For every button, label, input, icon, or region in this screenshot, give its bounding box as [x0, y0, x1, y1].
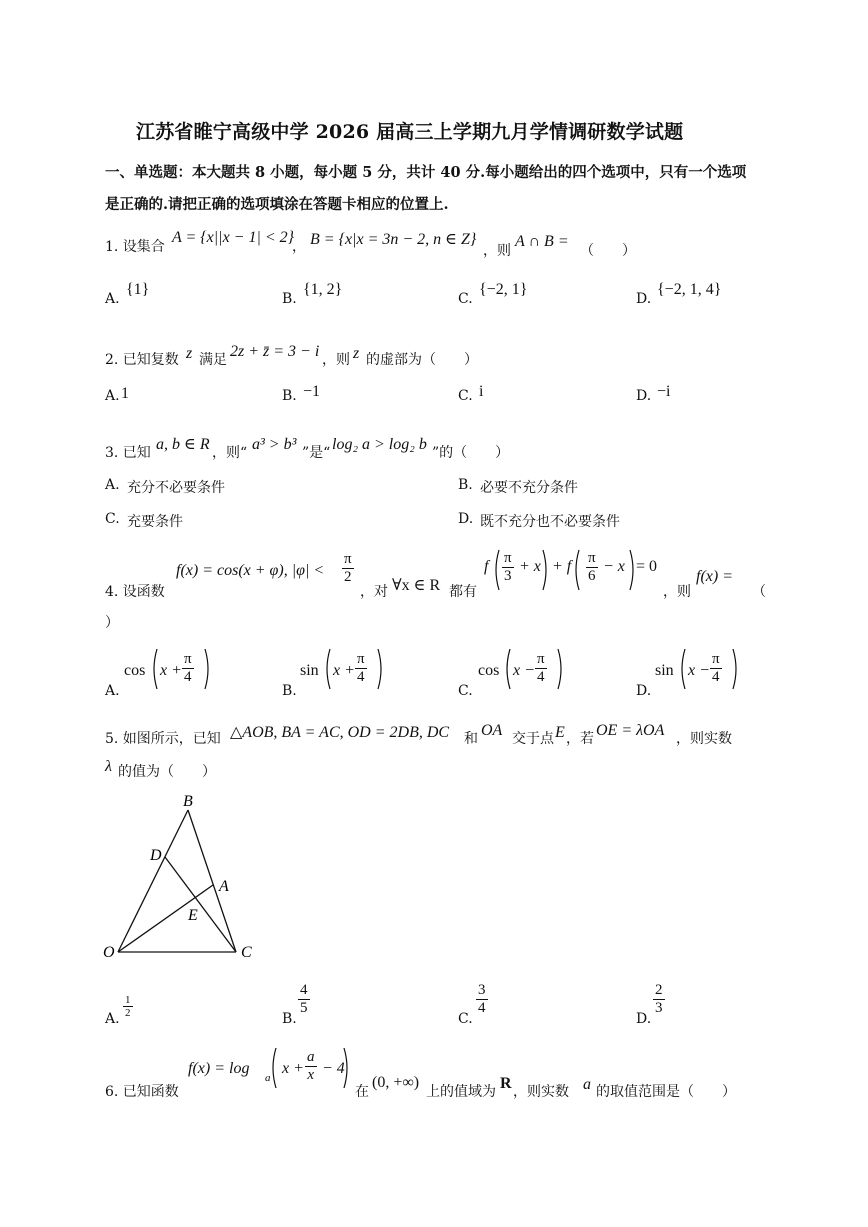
q4-option-d-fn: sin	[655, 662, 674, 679]
q5-then: ，则实数	[676, 731, 732, 747]
q4-pi-over-6	[586, 550, 598, 585]
q4-two: 2	[344, 569, 352, 585]
segment-ob	[118, 810, 188, 952]
q3-option-a-letter: A.	[105, 477, 120, 493]
q2-then: ，则	[322, 352, 350, 368]
q1-prefix: 1. 设集合	[105, 239, 165, 255]
q2-option-c: i	[479, 383, 484, 400]
q1-option-b-letter: B.	[282, 291, 297, 307]
q4-pi-6-num: π	[588, 550, 596, 566]
q6-interval: (0, +∞)	[372, 1074, 420, 1091]
q4-option-b-num: π	[357, 651, 365, 667]
q5-e: E	[555, 724, 565, 741]
q2-option-c-letter: C.	[458, 388, 473, 404]
q4-option-c-den: 4	[537, 669, 545, 685]
q4-eq-zero: = 0	[636, 558, 658, 575]
q2-prefix: 2. 已知复数	[105, 352, 179, 368]
q4-forall: ，对	[360, 584, 388, 600]
q3-q: log₂ a > log₂ b	[332, 436, 427, 453]
label-e: E	[188, 907, 198, 924]
q3-option-b-letter: B.	[458, 477, 473, 493]
label-d: D	[150, 847, 162, 864]
q4-option-b-den: 4	[357, 669, 365, 685]
q4-pi-over-2	[342, 551, 354, 586]
q4-option-d-arg: x −	[688, 662, 710, 679]
q6-on: 在	[355, 1084, 369, 1100]
q6-R: R	[500, 1075, 512, 1092]
segment-oa	[118, 885, 213, 952]
q5-tail: 的值为（ ）	[118, 764, 216, 780]
q4-f1: f	[484, 558, 489, 575]
q2-z2: z	[353, 345, 360, 362]
q4-option-a-fn: cos	[124, 662, 146, 679]
q1-option-d: {−2, 1, 4}	[657, 281, 722, 298]
q2-option-b-letter: B.	[282, 388, 297, 404]
q1-set-b: B = {x|x = 3n − 2, n ∈ Z}	[310, 231, 477, 248]
q6-a-var: a	[583, 1076, 591, 1093]
q4-option-a-arg: x +	[160, 662, 182, 679]
q1-set-a: A = {x||x − 1| < 2}	[172, 229, 295, 246]
q6-function: f(x) = log	[188, 1060, 250, 1077]
q4-plus-x: + x	[519, 558, 541, 575]
q1-expr: A ∩ B =	[515, 233, 569, 250]
q3-option-c: 充要条件	[127, 514, 183, 530]
q4-f2: + f	[552, 558, 572, 575]
q3-option-a: 充分不必要条件	[127, 480, 225, 496]
q4-option-parens	[0, 645, 868, 695]
label-b: B	[183, 793, 193, 810]
q4-minus-x: − x	[603, 558, 625, 575]
q1-option-d-letter: D.	[636, 291, 652, 307]
q2-option-a-letter: A.	[105, 388, 120, 404]
q4-option-d-den: 4	[712, 669, 720, 685]
q4-option-c-fn: cos	[478, 662, 500, 679]
label-a: A	[219, 878, 229, 895]
label-c: C	[241, 944, 252, 961]
q2-z: z	[186, 345, 193, 362]
q6-x: x	[307, 1067, 315, 1083]
q4-option-a-letter: A.	[105, 683, 120, 699]
q5-and: 和	[464, 731, 478, 747]
q1-stem	[105, 236, 165, 256]
q2-equation: 2z + z̄ = 3 − i	[230, 343, 320, 360]
q4-fx: f(x) =	[696, 568, 733, 585]
label-o: O	[103, 944, 115, 961]
q3-prefix: 3. 已知	[105, 445, 151, 461]
q3-option-d: 既不充分也不必要条件	[480, 514, 620, 530]
q4-prefix: 4. 设函数	[105, 584, 165, 600]
q4-option-d-letter: D.	[636, 683, 652, 699]
q3-mid2: ”是“	[302, 445, 331, 461]
q5-option-b	[298, 982, 310, 1017]
q1-paren: （ ）	[580, 243, 636, 259]
q4-have: 都有	[449, 584, 477, 600]
q4-option-c-letter: C.	[458, 683, 473, 699]
q6-minus4: − 4	[322, 1060, 345, 1077]
q5-triangle-figure	[95, 790, 275, 970]
q4-option-a-num: π	[184, 651, 192, 667]
q4-option-d-num: π	[712, 651, 720, 667]
q4-function: f(x) = cos(x + φ), |φ| <	[176, 562, 325, 579]
q4-pi-over-3	[502, 550, 514, 585]
q5-oe: OE = λOA	[596, 722, 665, 739]
q5-option-b-den: 5	[300, 1000, 308, 1016]
q5-option-d-letter: D.	[636, 1011, 652, 1027]
q5-option-b-num: 4	[300, 982, 308, 998]
q1-option-a-letter: A.	[105, 291, 120, 307]
q5-if: ，若	[566, 731, 594, 747]
q4-option-b-letter: B.	[282, 683, 297, 699]
segment-bc	[188, 810, 236, 952]
q5-option-b-letter: B.	[282, 1011, 297, 1027]
q2-option-b: −1	[303, 383, 321, 400]
q5-option-c-num: 3	[478, 982, 486, 998]
q6-prefix: 6. 已知函数	[105, 1084, 179, 1100]
q5-option-c	[476, 982, 488, 1017]
q6-range: 上的值域为	[426, 1084, 496, 1100]
q2-tail: 的虚部为（ ）	[366, 352, 478, 368]
q6-x-plus: x +	[282, 1060, 304, 1077]
q2-satisfy: 满足	[199, 352, 227, 368]
q4-option-b-fn: sin	[300, 662, 319, 679]
q5-oa: OA	[481, 722, 503, 739]
q5-option-c-letter: C.	[458, 1011, 473, 1027]
q5-option-a-num: 1	[125, 994, 131, 1006]
q6-a: a	[307, 1049, 315, 1065]
q1-sep: ，	[292, 239, 306, 255]
q3-mid1: ，则“	[212, 445, 248, 461]
q4-pi-3-den: 3	[504, 568, 512, 584]
q3-option-b: 必要不充分条件	[480, 480, 578, 496]
q1-option-c: {−2, 1}	[479, 281, 528, 298]
q5-meet: 交于点	[512, 731, 554, 747]
segment-dc	[165, 857, 236, 952]
q4-option-c-arg: x −	[513, 662, 535, 679]
q3-cond: a, b ∈ R	[156, 436, 210, 453]
q4-paren-open: （	[752, 584, 766, 600]
q2-option-d: −i	[657, 383, 671, 400]
q4-option-b-arg: x +	[333, 662, 355, 679]
q2-option-a: 1	[121, 385, 129, 402]
q3-tail: ”的（ ）	[432, 445, 510, 461]
q5-option-d-num: 2	[655, 982, 663, 998]
q4-option-a-den: 4	[184, 669, 192, 685]
q6-base: a	[265, 1072, 271, 1084]
q1-option-b: {1, 2}	[303, 281, 343, 298]
q3-p: a³ > b³	[252, 436, 297, 453]
q5-option-a-den: 2	[125, 1007, 131, 1019]
q5-option-c-den: 4	[478, 1000, 486, 1016]
q1-option-c-letter: C.	[458, 291, 473, 307]
q6-tail: 的取值范围是（ ）	[596, 1084, 736, 1100]
q5-option-d	[653, 982, 665, 1017]
q6-a-over-x	[305, 1049, 317, 1084]
q4-paren-close: ）	[105, 615, 119, 631]
q4-pi-6-den: 6	[588, 568, 596, 584]
q5-given: △AOB, BA = AC, OD = 2DB, DC	[230, 724, 450, 741]
section-instructions-line1: 一、单选题：本大题共 8 小题，每小题 5 分，共计 40 分.每小题给出的四个选项中，只有一个选项	[105, 164, 747, 181]
q4-pi-3-num: π	[504, 550, 512, 566]
q5-prefix: 5. 如图所示，已知	[105, 731, 221, 747]
q3-option-c-letter: C.	[105, 511, 120, 527]
q6-real: ，则实数	[513, 1084, 569, 1100]
q2-option-d-letter: D.	[636, 388, 652, 404]
q3-option-d-letter: D.	[458, 511, 474, 527]
q5-option-a-letter: A.	[105, 1011, 120, 1027]
q4-pi: π	[344, 551, 352, 567]
q4-option-c-num: π	[537, 651, 545, 667]
q4-allx: ∀x ∈ R	[392, 577, 441, 594]
q5-option-d-den: 3	[655, 1000, 663, 1016]
q5-option-a	[123, 994, 133, 1019]
page-title: 江苏省睢宁高级中学 2026 届高三上学期九月学情调研数学试题	[136, 121, 684, 143]
q5-lambda: λ	[105, 758, 112, 775]
section-instructions-line2: 是正确的.请把正确的选项填涂在答题卡相应的位置上.	[105, 196, 449, 213]
q1-option-a: {1}	[126, 281, 150, 298]
q4-then: ，则	[663, 584, 691, 600]
q1-then: ，则	[483, 243, 511, 259]
